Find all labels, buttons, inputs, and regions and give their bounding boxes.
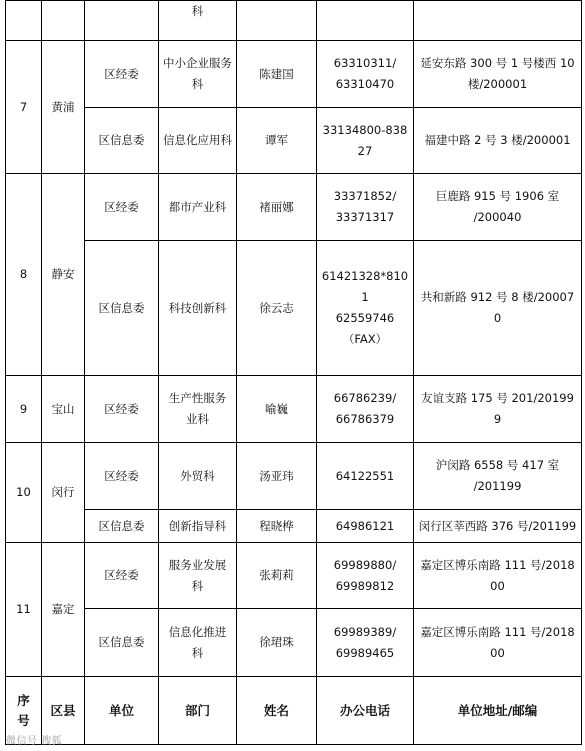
name-cell: 喻巍 [237, 376, 317, 443]
address-cell: 共和新路 912 号 8 楼/200070 [414, 241, 582, 376]
address-cell: 闵行区莘西路 376 号/201199 [414, 510, 582, 543]
header-row [6, 677, 582, 745]
name-cell: 褚丽娜 [237, 174, 317, 241]
district-name: 静安 [42, 174, 85, 376]
row-number: 8 [6, 174, 42, 376]
name-cell: 谭军 [237, 108, 317, 174]
address-cell: 嘉定区博乐南路 111 号/201800 [414, 609, 582, 677]
row-number: 11 [6, 543, 42, 677]
phone-cell: 66786239/ 66786379 [317, 376, 414, 443]
dept-cell: 创新指导科 [159, 510, 237, 543]
header-name: 姓名 [237, 677, 317, 745]
header-district: 区县 [42, 677, 85, 745]
row-number: 9 [6, 376, 42, 443]
phone-cell: 64122551 [317, 443, 414, 510]
address-cell: 友谊支路 175 号 201/201999 [414, 376, 582, 443]
phone-cell: 69989389/ 69989465 [317, 609, 414, 677]
table-row [6, 376, 582, 443]
table-row [6, 1, 582, 41]
watermark: 微信号 搜狐 [6, 736, 63, 747]
unit-cell: 区信息委 [85, 108, 159, 174]
contact-table [5, 0, 582, 745]
unit-cell: 区经委 [85, 443, 159, 510]
unit-cell: 区经委 [85, 543, 159, 609]
dept-cell: 科技创新科 [159, 241, 237, 376]
unit-cell: 区信息委 [85, 609, 159, 677]
unit-cell: 区信息委 [85, 510, 159, 543]
row-number: 10 [6, 443, 42, 543]
unit-cell: 区经委 [85, 174, 159, 241]
unit-cell [85, 1, 159, 41]
address-cell: 沪闵路 6558 号 417 室 /201199 [414, 443, 582, 510]
table-row [6, 41, 582, 108]
table-row [6, 108, 582, 174]
header-dept: 部门 [159, 677, 237, 745]
dept-cell: 中小企业服务 科 [159, 41, 237, 108]
district-name: 闵行 [42, 443, 85, 543]
dept-cell: 信息化应用科 [159, 108, 237, 174]
dept-cell: 科 [159, 1, 237, 41]
phone-cell: 33371852/ 33371317 [317, 174, 414, 241]
address-cell [414, 1, 582, 41]
phone-cell: 64986121 [317, 510, 414, 543]
phone-cell: 61421328*810 1 62559746 （FAX） [317, 241, 414, 376]
address-cell: 福建中路 2 号 3 楼/200001 [414, 108, 582, 174]
dept-cell: 信息化推进 科 [159, 609, 237, 677]
table-row [6, 443, 582, 510]
dept-cell: 都市产业科 [159, 174, 237, 241]
name-cell: 张莉莉 [237, 543, 317, 609]
header-no: 序 号 [6, 677, 42, 745]
row-number: 7 [6, 41, 42, 174]
address-cell: 巨鹿路 915 号 1906 室 /200040 [414, 174, 582, 241]
no-cell [6, 1, 42, 41]
header-unit: 单位 [85, 677, 159, 745]
header-address: 单位地址/邮编 [414, 677, 582, 745]
table-row [6, 241, 582, 376]
unit-cell: 区信息委 [85, 241, 159, 376]
table-row [6, 543, 582, 609]
unit-cell: 区经委 [85, 376, 159, 443]
district-name: 嘉定 [42, 543, 85, 677]
phone-cell: 69989880/ 69989812 [317, 543, 414, 609]
table-row [6, 510, 582, 543]
dept-cell: 生产性服务 业科 [159, 376, 237, 443]
dept-cell: 外贸科 [159, 443, 237, 510]
phone-cell: 33134800-838 27 [317, 108, 414, 174]
address-cell: 延安东路 300 号 1 号楼西 10 楼/200001 [414, 41, 582, 108]
name-cell: 程晓桦 [237, 510, 317, 543]
name-cell: 陈建国 [237, 41, 317, 108]
district-cell [42, 1, 85, 41]
phone-cell [317, 1, 414, 41]
address-cell: 嘉定区博乐南路 111 号/201800 [414, 543, 582, 609]
table-body [6, 1, 582, 745]
phone-cell: 63310311/ 63310470 [317, 41, 414, 108]
name-cell [237, 1, 317, 41]
dept-cell: 服务业发展 科 [159, 543, 237, 609]
header-phone: 办公电话 [317, 677, 414, 745]
unit-cell: 区经委 [85, 41, 159, 108]
table-row [6, 174, 582, 241]
district-name: 黄浦 [42, 41, 85, 174]
district-name: 宝山 [42, 376, 85, 443]
name-cell: 徐珺珠 [237, 609, 317, 677]
name-cell: 徐云志 [237, 241, 317, 376]
name-cell: 汤亚玮 [237, 443, 317, 510]
table-row [6, 609, 582, 677]
